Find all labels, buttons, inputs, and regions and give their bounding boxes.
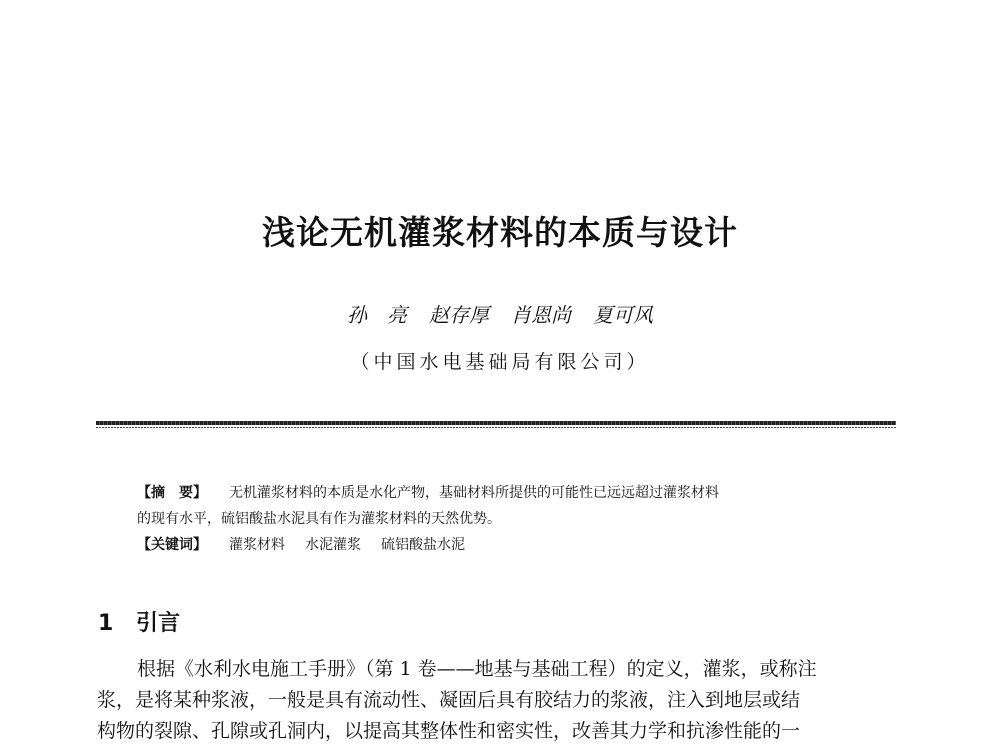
keyword: 灌浆材料 bbox=[229, 537, 285, 553]
keyword: 硫铝酸盐水泥 bbox=[381, 537, 465, 553]
paragraph-line: 根据《水利水电施工手册》（第 1 卷——地基与基础工程）的定义，灌浆，或称注 bbox=[137, 658, 817, 680]
affiliation: （中国水电基础局有限公司） bbox=[350, 351, 650, 373]
keywords-label: 【关键词】 bbox=[137, 537, 207, 553]
section-title: 引言 bbox=[136, 611, 181, 636]
paragraph-line: 构物的裂隙、孔隙或孔洞内，以提高其整体性和密实性，改善其力学和抗渗性能的一 bbox=[97, 720, 801, 742]
abstract-line bbox=[137, 480, 877, 506]
author-name: 夏可风 bbox=[593, 303, 653, 327]
paper-title: 浅论无机灌浆材料的本质与设计 bbox=[262, 213, 738, 252]
author-list bbox=[0, 301, 1000, 329]
author-name: 赵存厚 bbox=[429, 303, 489, 327]
section-heading bbox=[98, 609, 180, 639]
paragraph-line: 浆，是将某种浆液，一般是具有流动性、凝固后具有胶结力的浆液，注入到地层或结 bbox=[97, 689, 801, 711]
abstract-text: 无机灌浆材料的本质是水化产物，基础材料所提供的可能性已远远超过灌浆材料 bbox=[229, 485, 719, 501]
keywords-line bbox=[137, 532, 877, 558]
keyword: 水泥灌浆 bbox=[305, 537, 361, 553]
abstract-block bbox=[137, 480, 877, 558]
abstract-line bbox=[137, 506, 877, 532]
divider-thin-line bbox=[96, 427, 896, 428]
author-name: 孙 亮 bbox=[347, 303, 407, 327]
header-divider bbox=[96, 421, 896, 431]
abstract-label: 【摘 要】 bbox=[137, 485, 207, 501]
author-name: 肖恩尚 bbox=[511, 303, 571, 327]
body-paragraph bbox=[97, 654, 897, 745]
abstract-text: 的现有水平，硫铝酸盐水泥具有作为灌浆材料的天然优势。 bbox=[137, 511, 501, 527]
divider-thick-line bbox=[96, 421, 896, 425]
section-number: 1 bbox=[98, 611, 114, 636]
